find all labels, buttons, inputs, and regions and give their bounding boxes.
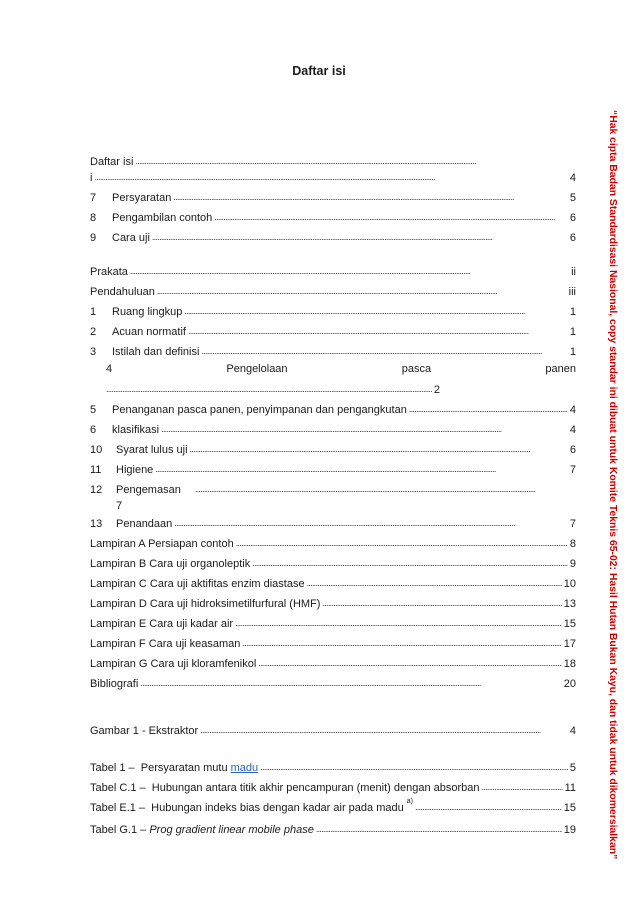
toc-label: Pendahuluan <box>90 286 155 298</box>
toc-leader <box>307 577 562 587</box>
toc-leader <box>130 265 569 275</box>
toc-leader <box>135 155 574 165</box>
toc-leader <box>200 724 568 734</box>
toc-page: 11 <box>564 782 576 794</box>
toc-page: 7 <box>569 464 576 476</box>
toc-entry[interactable] <box>90 340 576 358</box>
toc-label: Istilah dan definisi <box>112 346 200 358</box>
toc-leader <box>316 823 562 833</box>
toc-label: Bibliografi <box>90 678 139 690</box>
toc-leader <box>242 637 561 647</box>
toc-leader <box>415 801 562 811</box>
toc-entry[interactable] <box>90 260 576 278</box>
copyright-text: “Hak cipta Badan Standardisasi Nasional, copy standar ini dibuat untuk Komite Teknis 65-02: Hasil Hutan Bukan Kayu, dan tidak untuk dikomersialkan” <box>607 110 618 860</box>
toc-page: 8 <box>569 538 576 550</box>
toc-page: 17 <box>563 638 576 650</box>
toc-page: 1 <box>569 306 576 318</box>
toc-leader <box>161 423 568 433</box>
toc-entry-lampiran-b[interactable] <box>90 552 576 570</box>
toc-entry-lampiran-e[interactable] <box>90 612 576 630</box>
toc-leader <box>322 597 561 607</box>
toc-page: 7 <box>569 518 576 530</box>
toc-page: 1 <box>569 326 576 338</box>
toc-page: 13 <box>563 598 576 610</box>
toc-label: Cara uji <box>112 232 150 244</box>
toc-leader <box>184 305 568 315</box>
toc-label: Ruang lingkup <box>112 306 183 318</box>
toc-leader <box>155 463 568 473</box>
toc-leader <box>190 443 568 453</box>
toc-leader <box>409 403 568 413</box>
toc-leader <box>482 781 563 791</box>
toc-page: 18 <box>563 658 576 670</box>
toc-page: iii <box>568 286 576 298</box>
table-entry-g1[interactable] <box>90 818 576 836</box>
toc-label: Lampiran C Cara uji aktifitas enzim diastase <box>90 578 305 590</box>
toc-number: 4 <box>106 363 113 375</box>
toc-number: i <box>90 172 93 184</box>
toc-entry[interactable] <box>90 226 576 244</box>
toc-entry-lampiran-a[interactable] <box>90 532 576 550</box>
toc-page: 15 <box>563 802 576 814</box>
toc-leader <box>106 383 432 393</box>
toc-leader <box>201 345 567 355</box>
toc-number: 13 <box>90 518 103 530</box>
table-entry-e1[interactable] <box>90 796 576 814</box>
toc-label: Persyaratan <box>112 192 172 204</box>
toc-number: 8 <box>90 212 97 224</box>
table-label: Tabel G.1 – <box>90 824 150 836</box>
figure-entry[interactable] <box>90 719 576 737</box>
toc-leader <box>157 285 567 295</box>
toc-label: Pengambilan contoh <box>112 212 213 224</box>
toc-leader <box>195 483 574 493</box>
toc-number: 12 <box>90 484 103 496</box>
toc-leader <box>258 657 561 667</box>
toc-leader <box>214 211 568 221</box>
table-label: Tabel 1 – Persyaratan mutu <box>90 762 231 774</box>
toc-number: 11 <box>90 464 102 476</box>
toc-number: 9 <box>90 232 97 244</box>
toc-leader <box>174 517 568 527</box>
toc-leader <box>188 325 568 335</box>
toc-page: 15 <box>563 618 576 630</box>
toc-word: pasca <box>401 363 432 375</box>
toc-label: Prakata <box>90 266 128 278</box>
toc-number: 7 <box>90 192 97 204</box>
figure-label: Gambar 1 - Ekstraktor <box>90 725 199 737</box>
toc-entry[interactable] <box>90 206 576 224</box>
toc-entry-continuation[interactable] <box>106 378 440 396</box>
toc-label: Penanganan pasca panen, penyimpanan dan pengangkutan <box>112 404 407 416</box>
toc-number: 2 <box>90 326 97 338</box>
toc-label: Lampiran A Persiapan contoh <box>90 538 234 550</box>
toc-page: 1 <box>569 346 576 358</box>
toc-number: 5 <box>90 404 97 416</box>
toc-label: Syarat lulus uji <box>116 444 188 456</box>
toc-label: Lampiran B Cara uji organoleptik <box>90 558 251 570</box>
toc-entry[interactable] <box>90 398 576 416</box>
table-label-italic: Prog gradient linear mobile phase <box>149 824 314 836</box>
toc-label: Acuan normatif <box>112 326 186 338</box>
toc-label: Lampiran F Cara uji keasaman <box>90 638 241 650</box>
toc-entry[interactable] <box>90 186 576 204</box>
toc-number: 10 <box>90 444 103 456</box>
toc-page: 4 <box>569 725 576 737</box>
toc-label: Lampiran D Cara uji hidroksimetilfurfural (HMF) <box>90 598 321 610</box>
toc-entry-bibliografi[interactable] <box>90 672 576 690</box>
toc-label: Lampiran E Cara uji kadar air <box>90 618 234 630</box>
toc-label: klasifikasi <box>112 424 160 436</box>
toc-entry-continuation[interactable] <box>116 494 156 512</box>
toc-leader <box>235 617 562 627</box>
toc-label: Higiene <box>116 464 154 476</box>
toc-leader <box>140 677 561 687</box>
toc-word: panen <box>545 363 576 375</box>
toc-entry-lampiran-c[interactable] <box>90 572 576 590</box>
toc-page: 20 <box>563 678 576 690</box>
toc-leader <box>94 171 567 181</box>
toc-page: 6 <box>569 212 576 224</box>
toc-page: 10 <box>563 578 576 590</box>
toc-number: 6 <box>90 424 97 436</box>
table-label: Tabel E.1 – Hubungan indeks bias dengan kadar air pada madu <box>90 802 404 814</box>
page-title: Daftar isi <box>292 64 346 78</box>
toc-page: 2 <box>433 384 440 396</box>
toc-leader <box>152 231 568 241</box>
toc-page: 5 <box>569 762 576 774</box>
toc-entry-pengelolaan[interactable] <box>106 363 576 375</box>
toc-leader <box>173 191 568 201</box>
toc-label: Pengemasan <box>116 484 181 496</box>
toc-page: 9 <box>569 558 576 570</box>
toc-page: 4 <box>569 404 576 416</box>
toc-page: 4 <box>569 172 576 184</box>
toc-entry[interactable] <box>90 438 576 456</box>
toc-number: 3 <box>90 346 97 358</box>
toc-label: Penandaan <box>116 518 173 530</box>
toc-page: ii <box>571 266 576 278</box>
toc-page: 5 <box>569 192 576 204</box>
toc-entry-lampiran-d[interactable] <box>90 592 576 610</box>
toc-entry[interactable] <box>90 166 576 184</box>
toc-entry-lampiran-g[interactable] <box>90 652 576 670</box>
toc-entry[interactable] <box>90 320 576 338</box>
footnote-marker: a) <box>406 798 413 805</box>
toc-number: 1 <box>90 306 97 318</box>
toc-word: Pengelolaan <box>226 363 288 375</box>
copyright-watermark <box>607 110 624 880</box>
toc-leader <box>252 557 568 567</box>
toc-page: 6 <box>569 444 576 456</box>
toc-leader <box>236 537 568 547</box>
toc-page: 19 <box>563 824 576 836</box>
madu-link[interactable]: madu <box>230 762 259 774</box>
toc-page: 4 <box>569 424 576 436</box>
toc-entry[interactable] <box>90 512 576 530</box>
toc-leader <box>260 761 568 771</box>
toc-entry[interactable] <box>90 280 576 298</box>
toc-page: 6 <box>569 232 576 244</box>
toc-label: Daftar isi <box>90 156 134 168</box>
toc-entry-pengemasan[interactable] <box>90 478 576 496</box>
toc-entry[interactable] <box>90 458 576 476</box>
toc-entry-lampiran-f[interactable] <box>90 632 576 650</box>
toc-label: Lampiran G Cara uji kloramfenikol <box>90 658 257 670</box>
toc-entry[interactable] <box>90 418 576 436</box>
table-entry-t1[interactable] <box>90 756 576 774</box>
toc-page: 7 <box>116 500 123 512</box>
toc-entry[interactable] <box>90 300 576 318</box>
table-label: Tabel C.1 – Hubungan antara titik akhir pencampuran (menit) dengan absorban <box>90 782 480 794</box>
table-entry-c1[interactable] <box>90 776 576 794</box>
